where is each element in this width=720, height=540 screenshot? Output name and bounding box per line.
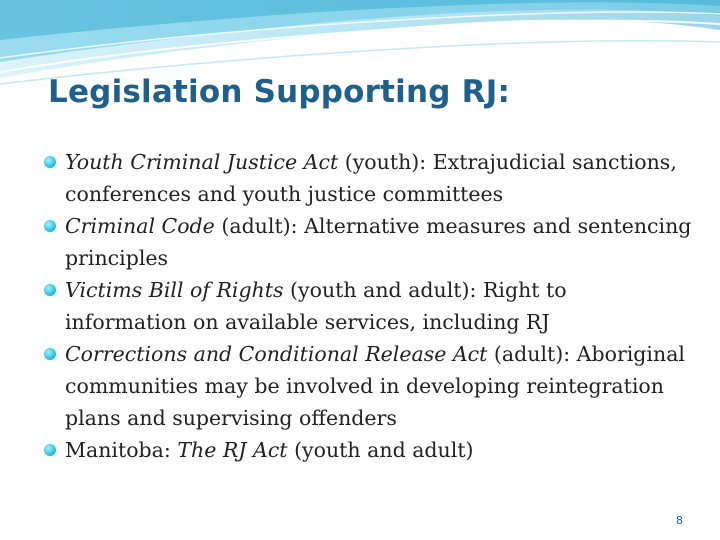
- act-name: Corrections and Conditional Release Act: [65, 342, 488, 366]
- act-name: The RJ Act: [177, 438, 288, 462]
- bullet-item-youth-criminal-justice-act: [44, 146, 694, 210]
- page-number: 8: [676, 514, 683, 527]
- bullet-description: (youth and adult): [287, 438, 474, 462]
- bullet-description: (adult): Alternative measures and sentencing principles: [65, 214, 692, 270]
- bullet-item-victims-bill-of-rights: [44, 274, 694, 338]
- bullet-item-criminal-code: [44, 210, 694, 274]
- bullet-list: [44, 146, 694, 466]
- bullet-marker-icon: [44, 284, 56, 296]
- act-name: Victims Bill of Rights: [65, 278, 284, 302]
- bullet-marker-icon: [44, 156, 56, 168]
- bullet-marker-icon: [44, 444, 56, 456]
- bullet-marker-icon: [44, 220, 56, 232]
- act-name: Youth Criminal Justice Act: [65, 150, 339, 174]
- act-name: Criminal Code: [65, 214, 215, 238]
- bullet-description: (adult): Aboriginal communities may be involved in developing reintegration plans and supervising offenders: [65, 342, 685, 430]
- bullet-description: (youth and adult): Right to information on available services, including RJ: [65, 278, 567, 334]
- bullet-item-manitoba-rj-act: [44, 434, 694, 466]
- slide-title: Legislation Supporting RJ:: [48, 74, 511, 110]
- bullet-item-corrections-act: [44, 338, 694, 434]
- bullet-prefix: Manitoba:: [65, 438, 178, 462]
- bullet-description: (youth): Extrajudicial sanctions, conferences and youth justice committees: [65, 150, 677, 206]
- bullet-marker-icon: [44, 348, 56, 360]
